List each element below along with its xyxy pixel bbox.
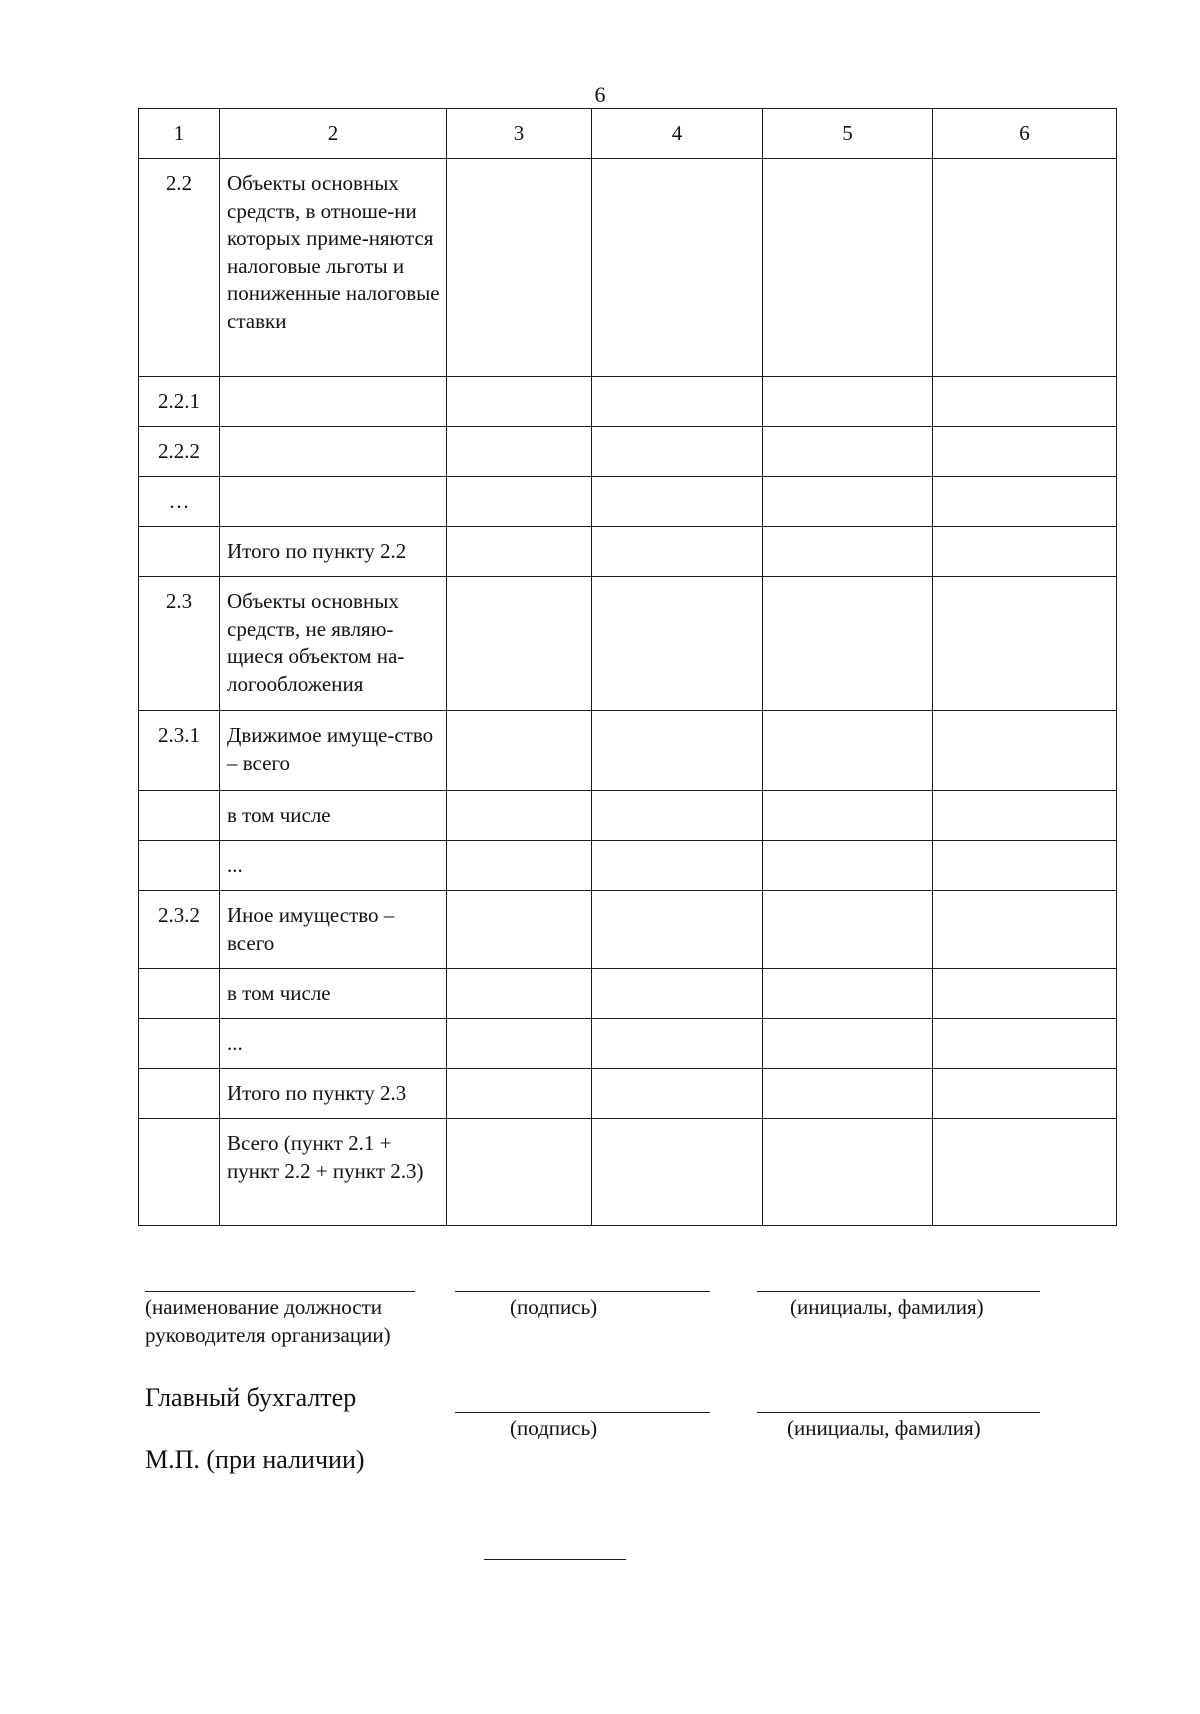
- seal-label: М.П. (при наличии): [145, 1445, 365, 1474]
- value-cell-col-6: [933, 841, 1117, 891]
- row-number-cell: 2.2: [139, 159, 220, 377]
- value-cell-col-3: [447, 891, 592, 969]
- column-header-4: 4: [592, 109, 763, 159]
- value-cell-col-5: [763, 427, 933, 477]
- head-position-line: [145, 1291, 415, 1292]
- value-cell-col-6: [933, 477, 1117, 527]
- table-row: [139, 1069, 1117, 1119]
- value-cell-col-6: [933, 427, 1117, 477]
- row-description-cell: в том числе: [220, 791, 447, 841]
- value-cell-col-3: [447, 791, 592, 841]
- table-row: [139, 477, 1117, 527]
- row-description-cell: Итого по пункту 2.3: [220, 1069, 447, 1119]
- assets-table: [138, 108, 1117, 1226]
- value-cell-col-4: [592, 711, 763, 791]
- value-cell-col-5: [763, 891, 933, 969]
- row-number-cell: [139, 1019, 220, 1069]
- table-row: [139, 377, 1117, 427]
- row-number-cell: [139, 841, 220, 891]
- value-cell-col-5: [763, 1119, 933, 1226]
- head-position-caption-2: руководителя организации): [145, 1323, 391, 1347]
- accountant-signature-line: [455, 1412, 710, 1413]
- value-cell-col-6: [933, 969, 1117, 1019]
- row-number-cell: [139, 1119, 220, 1226]
- head-name-line: [757, 1291, 1040, 1292]
- value-cell-col-3: [447, 1019, 592, 1069]
- row-number-cell: [139, 527, 220, 577]
- table-body: [139, 159, 1117, 1226]
- value-cell-col-6: [933, 711, 1117, 791]
- value-cell-col-3: [447, 841, 592, 891]
- row-number-cell: 2.2.1: [139, 377, 220, 427]
- value-cell-col-5: [763, 477, 933, 527]
- row-description-cell: [220, 477, 447, 527]
- value-cell-col-3: [447, 527, 592, 577]
- value-cell-col-3: [447, 1119, 592, 1226]
- value-cell-col-5: [763, 841, 933, 891]
- table-row: [139, 969, 1117, 1019]
- row-number-cell: 2.3: [139, 577, 220, 711]
- table-row: [139, 841, 1117, 891]
- value-cell-col-6: [933, 527, 1117, 577]
- head-signature-caption: (подпись): [510, 1295, 598, 1319]
- column-header-6: 6: [933, 109, 1117, 159]
- value-cell-col-4: [592, 1069, 763, 1119]
- value-cell-col-3: [447, 969, 592, 1019]
- column-header-1: 1: [139, 109, 220, 159]
- value-cell-col-4: [592, 841, 763, 891]
- value-cell-col-4: [592, 377, 763, 427]
- value-cell-col-5: [763, 159, 933, 377]
- value-cell-col-3: [447, 577, 592, 711]
- table-row: [139, 527, 1117, 577]
- value-cell-col-5: [763, 1019, 933, 1069]
- value-cell-col-4: [592, 891, 763, 969]
- value-cell-col-3: [447, 427, 592, 477]
- head-name-caption: (инициалы, фамилия): [790, 1295, 984, 1319]
- value-cell-col-5: [763, 377, 933, 427]
- table-row: [139, 711, 1117, 791]
- value-cell-col-6: [933, 891, 1117, 969]
- row-number-cell: 2.3.1: [139, 711, 220, 791]
- value-cell-col-4: [592, 969, 763, 1019]
- row-description-cell: Движимое имуще-ство – всего: [220, 711, 447, 791]
- accountant-signature-caption: (подпись): [510, 1416, 598, 1440]
- value-cell-col-4: [592, 1019, 763, 1069]
- table-row: [139, 577, 1117, 711]
- row-description-cell: в том числе: [220, 969, 447, 1019]
- value-cell-col-6: [933, 159, 1117, 377]
- row-description-cell: Объекты основных средств, в отноше-ни которых приме-няются налоговые льготы и пониженные налоговые ставки: [220, 159, 447, 377]
- value-cell-col-3: [447, 377, 592, 427]
- table-row: [139, 891, 1117, 969]
- row-description-cell: [220, 377, 447, 427]
- row-number-cell: [139, 791, 220, 841]
- value-cell-col-4: [592, 791, 763, 841]
- value-cell-col-4: [592, 477, 763, 527]
- row-description-cell: Иное имущество – всего: [220, 891, 447, 969]
- table-header-row: [139, 109, 1117, 159]
- table-row: [139, 427, 1117, 477]
- table-row: [139, 1119, 1117, 1226]
- table-row: [139, 159, 1117, 377]
- value-cell-col-5: [763, 577, 933, 711]
- accountant-name-caption: (инициалы, фамилия): [787, 1416, 981, 1440]
- head-signature-line: [455, 1291, 710, 1292]
- row-number-cell: [139, 1069, 220, 1119]
- value-cell-col-6: [933, 1119, 1117, 1226]
- row-number-cell: 2.2.2: [139, 427, 220, 477]
- value-cell-col-5: [763, 791, 933, 841]
- row-description-cell: [220, 427, 447, 477]
- row-number-cell: [139, 969, 220, 1019]
- value-cell-col-5: [763, 969, 933, 1019]
- value-cell-col-3: [447, 477, 592, 527]
- value-cell-col-6: [933, 791, 1117, 841]
- value-cell-col-5: [763, 1069, 933, 1119]
- value-cell-col-5: [763, 527, 933, 577]
- column-header-3: 3: [447, 109, 592, 159]
- value-cell-col-4: [592, 1119, 763, 1226]
- value-cell-col-3: [447, 1069, 592, 1119]
- page-number: 6: [594, 82, 606, 107]
- value-cell-col-4: [592, 577, 763, 711]
- accountant-name-line: [757, 1412, 1040, 1413]
- row-number-cell: …: [139, 477, 220, 527]
- chief-accountant-label: Главный бухгалтер: [145, 1383, 357, 1412]
- row-description-cell: Итого по пункту 2.2: [220, 527, 447, 577]
- value-cell-col-4: [592, 159, 763, 377]
- value-cell-col-6: [933, 1019, 1117, 1069]
- row-description-cell: ...: [220, 841, 447, 891]
- value-cell-col-3: [447, 711, 592, 791]
- row-description-cell: Всего (пункт 2.1 + пункт 2.2 + пункт 2.3): [220, 1119, 447, 1226]
- value-cell-col-6: [933, 1069, 1117, 1119]
- value-cell-col-3: [447, 159, 592, 377]
- head-position-caption-1: (наименование должности: [145, 1295, 383, 1319]
- value-cell-col-5: [763, 711, 933, 791]
- table-row: [139, 791, 1117, 841]
- table-row: [139, 1019, 1117, 1069]
- row-description-cell: Объекты основных средств, не являю-щиеся объектом на-логообложения: [220, 577, 447, 711]
- value-cell-col-4: [592, 427, 763, 477]
- value-cell-col-6: [933, 577, 1117, 711]
- row-number-cell: 2.3.2: [139, 891, 220, 969]
- value-cell-col-4: [592, 527, 763, 577]
- end-divider: [484, 1559, 626, 1560]
- row-description-cell: ...: [220, 1019, 447, 1069]
- column-header-2: 2: [220, 109, 447, 159]
- column-header-5: 5: [763, 109, 933, 159]
- value-cell-col-6: [933, 377, 1117, 427]
